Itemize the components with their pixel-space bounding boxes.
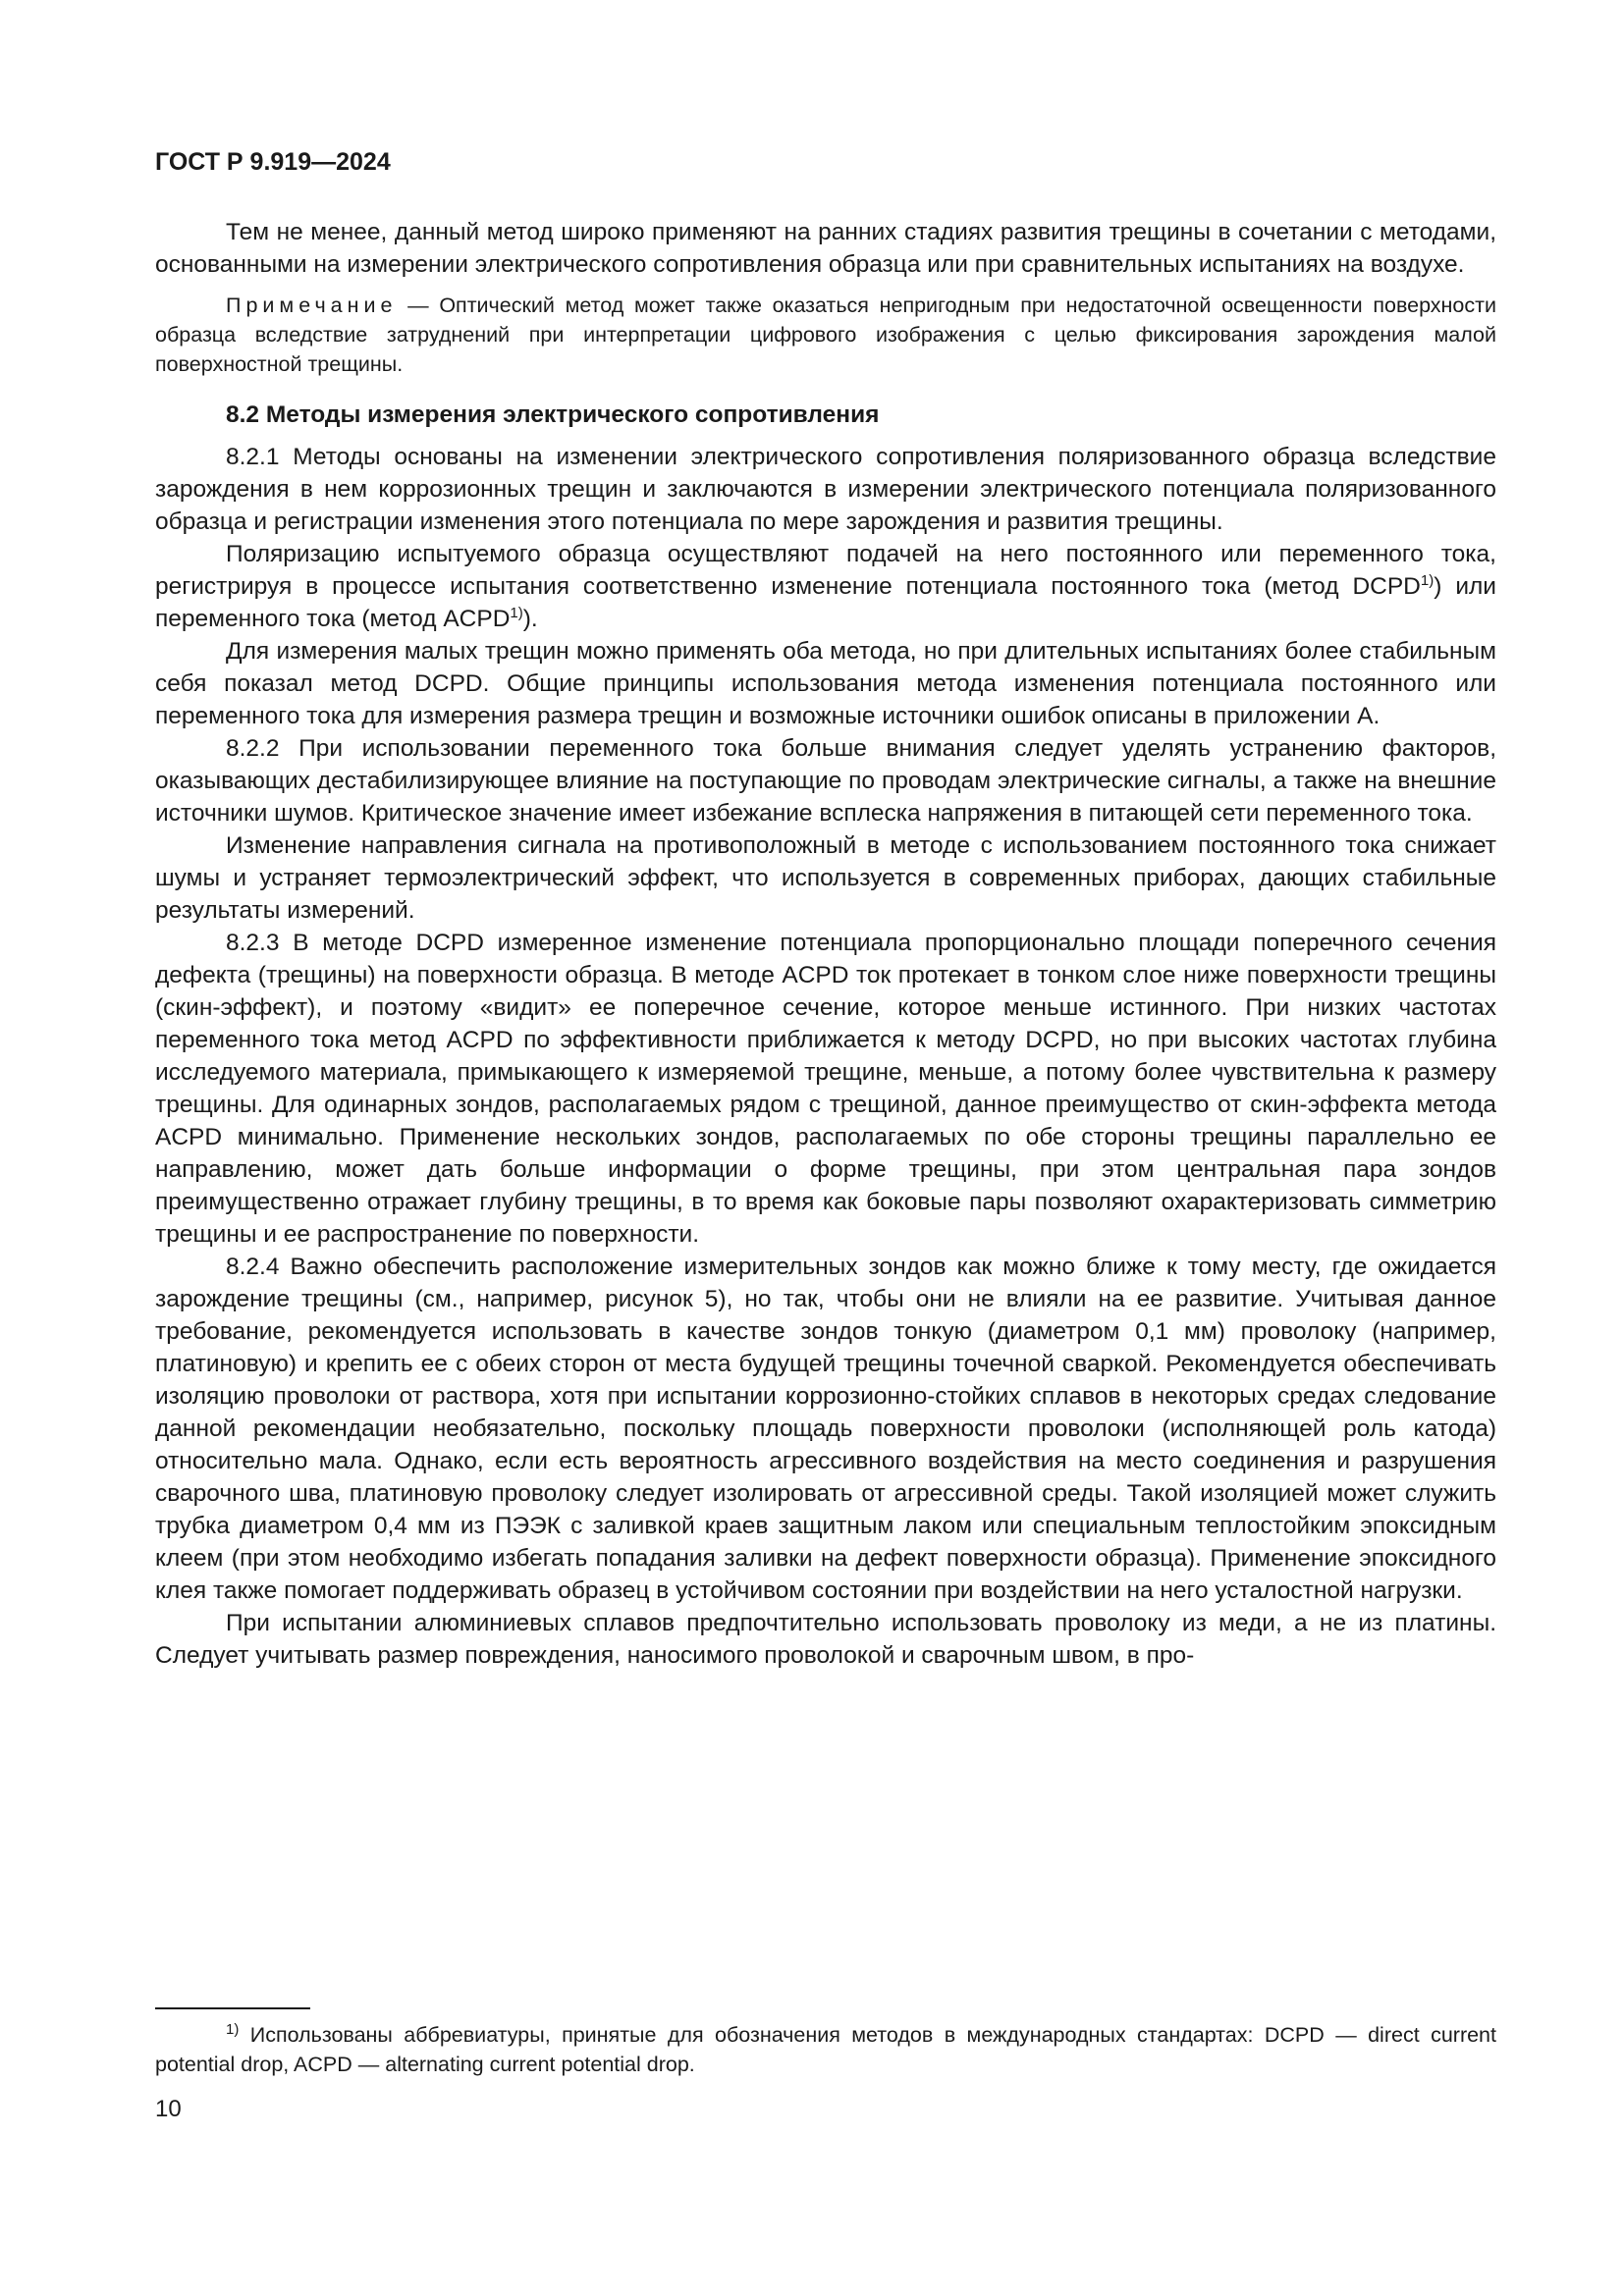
paragraph-8-2-2: 8.2.2 При использовании переменного тока больше внимания следует уделять устранению факторов, оказывающих дестабилизирующее влияние на поступающие по проводам электрические сигналы, а также на внешние источники шумов. Критическое значение имеет избежание всплеска напряжения в питающей сети переменного тока. (155, 735, 1496, 827)
polarization-text-c: ). (522, 606, 538, 632)
footnote-mark: 1) (226, 2020, 240, 2038)
paragraph-8-2-4: 8.2.4 Важно обеспечить расположение измерительных зондов как можно ближе к тому месту, где ожидается зарождение трещины (см., например, рисунок 5), но так, чтобы они не влияли на ее развитие. Учитывая данное требование, рекомендуется использовать в качестве зондов тонкую (диаметром 0,1 мм) проволоку (например, платиновую) и крепить ее с обеих сторон от места будущей трещины точечной сваркой. Рекомендуется обеспечивать изоляцию проволоки от раствора, хотя при испытании коррозионно-стойких сплавов в некоторых средах следование данной рекомендации необязательно, поскольку площадь поверхности проволоки (исполняющей роль катода) относительно мала. Однако, если есть вероятность агрессивного воздействия на место соединения и разрушения сварочного шва, платиновую проволоку следует изолировать от агрессивной среды. Такой изоляцией может служить трубка диаметром 0,4 мм из ПЭЭК с заливкой краев защитным лаком или специальным теплостойким эпоксидным клеем (при этом необходимо избегать попадания заливки на дефект поверхности образца). Применение эпоксидного клея также помогает поддерживать образец в устойчивом состоянии при воздействии на него усталостной нагрузки. (155, 1254, 1496, 1604)
document-id-header: ГОСТ Р 9.919—2024 (155, 148, 391, 176)
note-paragraph (155, 291, 1496, 379)
footnote-text: Использованы аббревиатуры, принятые для обозначения методов в международных стандартах: DCPD — direct current potential drop, ACPD — alternating current potential drop. (155, 2023, 1496, 2076)
section-title: 8.2 Методы измерения электрического сопротивления (226, 401, 880, 428)
paragraph-signal-reversal: Изменение направления сигнала на противоположный в методе с использованием постоянного тока снижает шумы и устраняет термоэлектрический эффект, что используется в современных приборах, дающих стабильные результаты измерений. (155, 832, 1496, 924)
paragraph-8-2-1: 8.2.1 Методы основаны на изменении электрического сопротивления поляризованного образца вследствие зарождения в нем коррозионных трещин и заключаются в измерении электрического потенциала поляризованного образца и регистрации изменения этого потенциала по мере зарождения и развития трещины. (155, 444, 1496, 535)
polarization-text-b: ) или переменного тока (метод ACPD (155, 573, 1496, 632)
note-label: Примечание (226, 294, 398, 317)
polarization-text-a: Поляризацию испытуемого образца осуществляют подачей на него постоянного или переменного тока, регистрируя в процессе испытания соответственно изменение потенциала постоянного тока (метод DCPD (155, 541, 1496, 600)
page-body (155, 147, 1496, 1672)
note-text: — Оптический метод может также оказаться непригодным при недостаточной освещенности поверхности образца вследствие затруднений при интерпретации цифрового изображения с целью фиксирования зарождения малой поверхностной трещины. (155, 294, 1496, 376)
paragraph-aluminium: При испытании алюминиевых сплавов предпочтительно использовать проволоку из меди, а не из платины. Следует учитывать размер повреждения, наносимого проволокой и сварочным швом, в про- (155, 1610, 1496, 1669)
footnote-ref-acpd[interactable]: 1) (510, 604, 523, 621)
paragraph-8-2-3: 8.2.3 В методе DCPD измеренное изменение потенциала пропорционально площади поперечного сечения дефекта (трещины) на поверхности образца. В методе ACPD ток протекает в тонком слое ниже поверхности трещины (скин-эффект), и поэтому «видит» ее поперечное сечение, которое меньше истинного. При низких частотах переменного тока метод ACPD по эффективности приближается к методу DCPD, но при высоких частотах глубина исследуемого материала, примыкающего к измеряемой трещине, меньше, а потому более чувствительна к размеру трещины. Для одинарных зондов, располагаемых рядом с трещиной, данное преимущество от скин-эффекта метода ACPD минимально. Применение нескольких зондов, располагаемых по обе стороны трещины параллельно ее направлению, может дать больше информации о форме трещины, при этом центральная пара зондов преимущественно отражает глубину трещины, в то время как боковые пары позволяют охарактеризовать симметрию трещины и ее распространение по поверхности. (155, 930, 1496, 1248)
paragraph-polarization (155, 538, 1496, 635)
footnote-divider (155, 2007, 310, 2009)
page-number: 10 (155, 2096, 182, 2122)
paragraph-small-cracks: Для измерения малых трещин можно применять оба метода, но при длительных испытаниях более стабильным себя показал метод DCPD. Общие принципы использования метода изменения потенциала постоянного или переменного тока для измерения размера трещин и возможные источники ошибок описаны в приложении А. (155, 638, 1496, 729)
footnote-ref-dcpd[interactable]: 1) (1420, 571, 1435, 589)
intro-paragraph: Тем не менее, данный метод широко применяют на ранних стадиях развития трещины в сочетании с методами, основанными на измерении электрического сопротивления образца или при сравнительных испытаниях на воздухе. (155, 219, 1496, 278)
footnote (155, 2020, 1496, 2079)
